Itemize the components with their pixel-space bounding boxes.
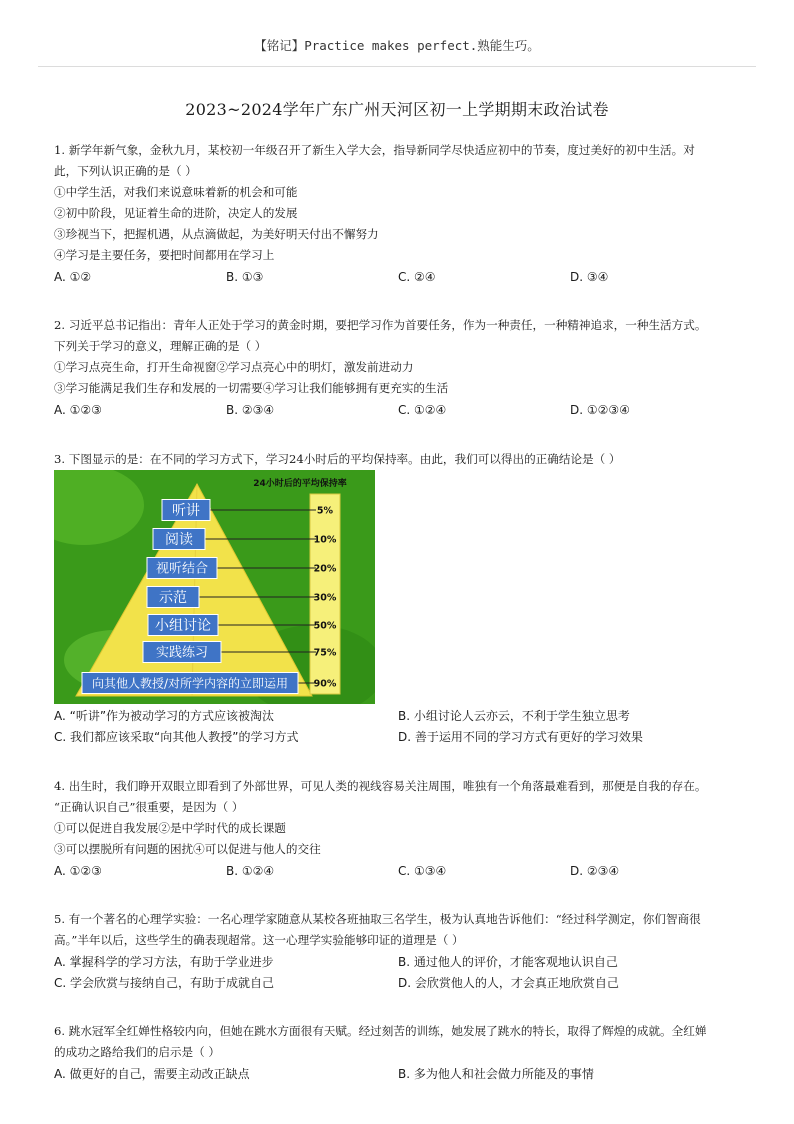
q2-option-c[interactable]: C. ①②④: [398, 403, 447, 417]
q3-stem: 3. 下图显示的是：在不同的学习方式下，学习24小时后的平均保持率。由此，我们可以得出的正确结论是（ ）: [54, 452, 621, 466]
q2-option-b[interactable]: B. ②③④: [226, 403, 275, 417]
q5-stem-line-1: 5. 有一个著名的心理学实验：一名心理学家随意从某校各班抽取三名学生，极为认真地告诉他们：“经过科学测定，你们智商很: [54, 912, 701, 926]
method-label: 向其他人教授/对所学内容的立即运用: [91, 676, 289, 691]
q3-option-c[interactable]: C. 我们都应该采取“向其他人教授”的学习方式: [54, 730, 299, 744]
q1-statement-4: ④学习是主要任务，要把时间都用在学习上: [54, 248, 275, 262]
q6-stem-line-2: 的成功之路给我们的启示是（ ）: [54, 1045, 220, 1059]
method-label: 小组讨论: [155, 618, 211, 635]
retention-rate-label: 75%: [313, 647, 337, 659]
retention-rate-label: 20%: [313, 563, 337, 575]
q1-statement-3: ③珍视当下，把握机遇，从点滴做起，为美好明天付出不懈努力: [54, 227, 379, 241]
q2-statements-2: ③学习能满足我们生存和发展的一切需要④学习让我们能够拥有更充实的生活: [54, 381, 449, 395]
q5-option-b[interactable]: B. 通过他人的评价，才能客观地认识自己: [398, 955, 618, 969]
q5-option-d[interactable]: D. 会欣赏他人的人，才会真正地欣赏自己: [398, 976, 619, 990]
method-label: 阅读: [165, 532, 193, 549]
q5-option-c[interactable]: C. 学会欣赏与接纳自己，有助于成就自己: [54, 976, 275, 990]
retention-rate-label: 50%: [313, 620, 337, 632]
method-label: 听讲: [172, 503, 200, 520]
q1-stem-line-1: 1. 新学年新气象，金秋九月，某校初一年级召开了新生入学大会，指导新同学尽快适应初中的节奏，度过美好的初中生活。对: [54, 143, 695, 157]
q2-option-d[interactable]: D. ①②③④: [570, 403, 630, 417]
retention-rate-label: 90%: [313, 678, 337, 690]
q1-statement-2: ②初中阶段，见证着生命的进阶，决定人的发展: [54, 206, 298, 220]
q4-option-c[interactable]: C. ①③④: [398, 864, 447, 878]
q4-statements-2: ③可以摆脱所有问题的困扰④可以促进与他人的交往: [54, 842, 321, 856]
q2-statements-1: ①学习点亮生命，打开生命视窗②学习点亮心中的明灯，激发前进动力: [54, 360, 414, 374]
q4-option-d[interactable]: D. ②③④: [570, 864, 620, 878]
q1-option-c[interactable]: C. ②④: [398, 270, 436, 284]
q4-option-b[interactable]: B. ①②④: [226, 864, 275, 878]
q2-stem-line-1: 2. 习近平总书记指出：青年人正处于学习的黄金时期，要把学习作为首要任务，作为一种责任，一种精神追求，一种生活方式。: [54, 318, 707, 332]
q5-stem-line-2: 高。”半年以后，这些学生的确表现超常。这一心理学实验能够印证的道理是（ ）: [54, 933, 464, 947]
q1-stem-line-2: 此，下列认识正确的是（ ）: [54, 164, 197, 178]
q2-option-a[interactable]: A. ①②③: [54, 403, 102, 417]
retention-rate-label: 10%: [313, 534, 337, 546]
q1-option-d[interactable]: D. ③④: [570, 270, 609, 284]
q1-statement-1: ①中学生活，对我们来说意味着新的机会和可能: [54, 185, 298, 199]
q3-option-b[interactable]: B. 小组讨论人云亦云，不利于学生独立思考: [398, 709, 630, 723]
q1-option-a[interactable]: A. ①②: [54, 270, 92, 284]
q2-stem-line-2: 下列关于学习的意义，理解正确的是（ ）: [54, 339, 267, 353]
q6-stem-line-1: 6. 跳水冠军全红婵性格较内向，但她在跳水方面很有天赋。经过刻苦的训练，她发展了跳水的特长，取得了辉煌的成就。全红婵: [54, 1024, 707, 1038]
q3-option-a[interactable]: A. “听讲”作为被动学习的方式应该被淘汰: [54, 709, 275, 723]
retention-rate-label: 30%: [313, 592, 337, 604]
page-header: 【铭记】Practice makes perfect.熟能生巧。: [254, 38, 540, 53]
q4-stem-line-1: 4. 出生时，我们睁开双眼立即看到了外部世界，可见人类的视线容易关注周围，唯独有一个角落最难看到，那便是自我的存在。: [54, 779, 707, 793]
chart-title: 24小时后的平均保持率: [253, 479, 347, 489]
q6-option-b[interactable]: B. 多为他人和社会做力所能及的事情: [398, 1067, 594, 1081]
q1-option-b[interactable]: B. ①③: [226, 270, 264, 284]
q4-statements-1: ①可以促进自我发展②是中学时代的成长课题: [54, 821, 286, 835]
page-title: 2023~2024学年广东广州天河区初一上学期期末政治试卷: [185, 100, 609, 119]
method-label: 视听结合: [155, 561, 209, 577]
method-label: 实践练习: [155, 645, 209, 661]
retention-rate-label: 5%: [316, 505, 334, 517]
header-divider: [38, 66, 756, 67]
q4-stem-line-2: “正确认识自己”很重要，是因为（ ）: [54, 800, 244, 814]
learning-pyramid-figure: [54, 470, 375, 704]
q6-option-a[interactable]: A. 做更好的自己，需要主动改正缺点: [54, 1067, 250, 1081]
method-label: 示范: [159, 590, 187, 607]
q4-option-a[interactable]: A. ①②③: [54, 864, 102, 878]
q3-option-d[interactable]: D. 善于运用不同的学习方式有更好的学习效果: [398, 730, 643, 744]
q5-option-a[interactable]: A. 掌握科学的学习方法，有助于学业进步: [54, 955, 274, 969]
